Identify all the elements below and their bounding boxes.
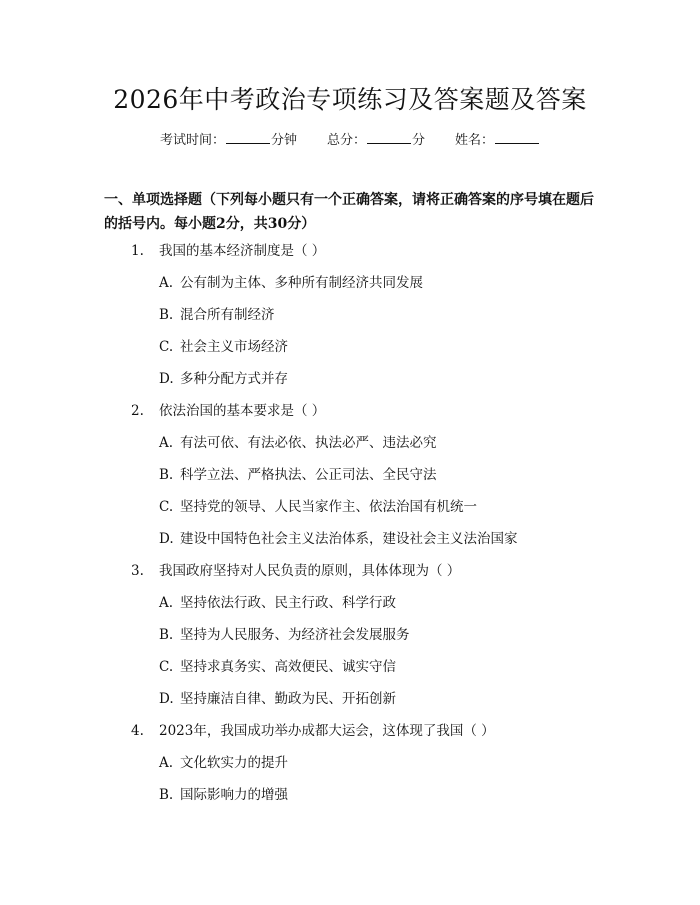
option-text: 坚持依法行政、民主行政、科学行政 [180, 595, 396, 611]
option-letter: A. [159, 435, 174, 451]
option-text: 坚持廉洁自律、勤政为民、开拓创新 [180, 691, 396, 707]
option-text: 坚持党的领导、人民当家作主、依法治国有机统一 [180, 499, 477, 515]
time-label: 考试时间： [159, 133, 225, 148]
exam-time-field [160, 128, 297, 152]
option-letter: B. [159, 467, 174, 483]
option-text: 国际影响力的增强 [180, 787, 288, 803]
score-blank [367, 128, 411, 144]
name-blank [495, 128, 539, 144]
name-label: 姓名： [455, 133, 495, 148]
option-letter: B. [159, 787, 174, 803]
score-unit: 分 [412, 133, 426, 148]
option-text: 科学立法、严格执法、公正司法、全民守法 [180, 467, 437, 483]
question-stem: 我国的基本经济制度是（ ） [159, 243, 326, 259]
option-letter: A. [159, 275, 174, 291]
option-letter: B. [159, 307, 174, 323]
option-letter: C. [159, 499, 174, 515]
option-letter: A. [159, 595, 174, 611]
option-letter: C. [159, 659, 174, 675]
option-text: 文化软实力的提升 [180, 755, 288, 771]
option-text: 混合所有制经济 [180, 307, 275, 323]
question-number: 2. [131, 403, 144, 419]
option-letter: A. [159, 755, 174, 771]
option-text: 社会主义市场经济 [180, 339, 288, 355]
question-number: 4. [131, 723, 144, 739]
option-text: 有法可依、有法必依、执法必严、违法必究 [180, 435, 437, 451]
time-blank [226, 128, 270, 144]
question-number: 1. [131, 243, 144, 259]
name-field [455, 128, 540, 152]
option-letter: C. [159, 339, 174, 355]
question-number: 3. [131, 563, 144, 579]
page-title: 2026年中考政治专项练习及答案题及答案 [113, 85, 587, 114]
option-letter: B. [159, 627, 174, 643]
option-text: 坚持求真务实、高效便民、诚实守信 [180, 659, 396, 675]
question-stem: 2023年，我国成功举办成都大运会，这体现了我国（ ） [159, 723, 495, 739]
section-heading: 一、单项选择题（下列每小题只有一个正确答案，请将正确答案的序号填在题后的括号内。每小题2分，共30分） [104, 192, 594, 232]
option-text: 建设中国特色社会主义法治体系，建设社会主义法治国家 [180, 531, 518, 547]
option-text: 多种分配方式并存 [180, 371, 288, 387]
exam-info-row [0, 128, 700, 152]
time-unit: 分钟 [270, 133, 297, 148]
question-stem: 我国政府坚持对人民负责的原则，具体体现为（ ） [159, 563, 461, 579]
option-letter: D. [159, 371, 174, 387]
option-text: 公有制为主体、多种所有制经济共同发展 [180, 275, 423, 291]
total-score-field [327, 128, 425, 152]
score-label: 总分： [326, 133, 366, 148]
option-letter: D. [159, 531, 174, 547]
question-stem: 依法治国的基本要求是（ ） [159, 403, 326, 419]
option-letter: D. [159, 691, 174, 707]
option-text: 坚持为人民服务、为经济社会发展服务 [180, 627, 410, 643]
